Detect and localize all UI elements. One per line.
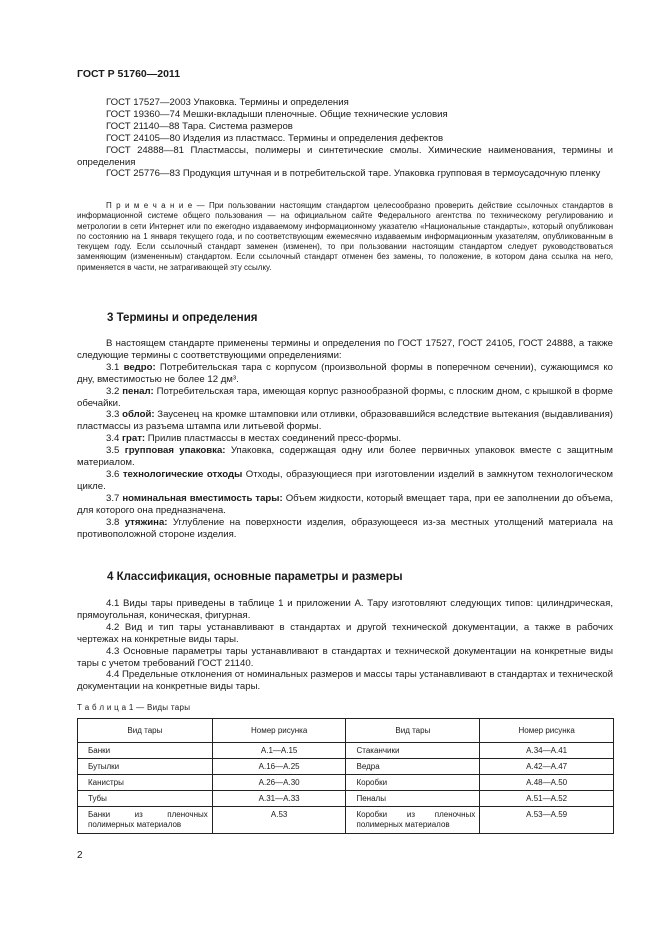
- table-row: [78, 759, 614, 775]
- section-4-paragraph: 4.4 Предельные отклонения от номинальных размеров и массы тары устанавливают в стандартах и технической документации на конкретные виды тары.: [77, 669, 613, 693]
- table-cell: Банки: [78, 743, 213, 759]
- reference-item: ГОСТ 17527—2003 Упаковка. Термины и определения: [106, 97, 349, 108]
- table-cell: А.34—А.41: [480, 743, 614, 759]
- table-cell: Тубы: [78, 791, 213, 807]
- term-definition: 3.5 групповая упаковка: Упаковка, содержащая одну или более первичных упаковок вместе с защитным материалом.: [77, 445, 613, 469]
- term-definition: 3.4 грат: Прилив пластмассы в местах соединений пресс-формы.: [106, 433, 402, 445]
- table-row: [78, 807, 614, 834]
- reference-item: ГОСТ 24105—80 Изделия из пластмасс. Термины и определения дефектов: [106, 132, 444, 144]
- table-cell: Ведра: [346, 759, 480, 775]
- table-cell: Коробки: [346, 775, 480, 791]
- table-cell: Пеналы: [346, 791, 480, 807]
- table-cell: А.53—А.59: [480, 807, 614, 834]
- term-name: технологические отходы: [122, 468, 243, 480]
- document-header: ГОСТ Р 51760—2011: [77, 68, 181, 80]
- reference-item: ГОСТ 24888—81 Пластмассы, полимеры и синтетические смолы. Химические наименования, термины и определения: [77, 144, 613, 168]
- term-name: грат:: [122, 433, 146, 445]
- section-4-paragraph: 4.2 Вид и тип тары устанавливают в стандартах и другой технической документации, а также в рабочих чертежах на конкретные виды тары.: [77, 621, 613, 645]
- term-name: ведро:: [123, 361, 156, 373]
- section-4-heading: 4 Классификация, основные параметры и размеры: [107, 571, 403, 583]
- table-cell: А.51—А.52: [480, 791, 614, 807]
- reference-item: ГОСТ 19360—74 Мешки-вкладыши пленочные. Общие технические условия: [106, 108, 448, 120]
- term-definition: 3.7 номинальная вместимость тары: Объем жидкости, который вмещает тара, при ее заполнении до объема, для которого она предназначена.: [77, 492, 613, 516]
- term-name: утяжина:: [124, 516, 168, 528]
- section-4-paragraph: 4.3 Основные параметры тары устанавливают в стандартах и технической документации на конкретные виды тары с учетом требований ГОСТ 21140.: [77, 645, 613, 669]
- term-definition: 3.2 пенал: Потребительская тара, имеющая корпус разнообразной формы, с плоским дном, с крышкой в форме обечайки.: [77, 385, 613, 409]
- table-header-cell: Номер рисунка: [480, 719, 614, 743]
- normative-references-list: [77, 97, 613, 180]
- table-row: [78, 743, 614, 759]
- term-definition: 3.3 облой: Заусенец на кромке штамповки или отливки, образовавшийся вследствие вытекания (выдавливания) пластмассы из разъема штампа или литьевой формы.: [77, 409, 613, 433]
- table-cell: А.16—А.25: [212, 759, 346, 775]
- table-cell: А.53: [212, 807, 346, 834]
- table-cell: А.1—А.15: [212, 743, 346, 759]
- table-cell: Коробки из пленочных полимерных материалов: [346, 807, 480, 834]
- container-types-table: [77, 718, 614, 834]
- references-note: [77, 201, 613, 273]
- table-cell: А.31—А.33: [212, 791, 346, 807]
- table-cell: Канистры: [78, 775, 213, 791]
- table-header-cell: Вид тары: [346, 719, 480, 743]
- table-cell: А.42—А.47: [480, 759, 614, 775]
- table-header-cell: Вид тары: [78, 719, 213, 743]
- term-name: номинальная вместимость тары:: [122, 492, 283, 504]
- table-cell: А.48—А.50: [480, 775, 614, 791]
- section-3-body: [77, 338, 613, 540]
- term-name: облой:: [122, 409, 155, 421]
- table-row: [78, 775, 614, 791]
- table-header-cell: Номер рисунка: [212, 719, 346, 743]
- table-row: [78, 791, 614, 807]
- table-cell: Стаканчики: [346, 743, 480, 759]
- note-text: П р и м е ч а н и е — При пользовании настоящим стандартом целесообразно проверить действие ссылочных стандартов в информационной системе общего пользования — на официальном сайте Федерального агентства по техническому регулированию и метрологии в сети Интернет или по ежегодно издаваемому информационному указателю «Национальные стандарты», который опубликован по состоянию на 1 января текущего года, и по соответствующим ежемесячно издаваемым информационным указателям, опубликованным в текущем году. Если ссылочный стандарт заменен (изменен), то при пользовании настоящим стандартом следует руководствоваться заменяющим (измененным) стандартом. Если ссылочный стандарт отменен без замены, то положение, в котором дана ссылка на него, применяется в части, не затрагивающей эту ссылку.: [77, 201, 613, 272]
- term-definition: 3.6 технологические отходы Отходы, образующиеся при изготовлении изделий в замкнутом технологическом цикле.: [77, 468, 613, 492]
- table-cell: А.26—А.30: [212, 775, 346, 791]
- table-cell: Банки из пленочных полимерных материалов: [78, 807, 213, 834]
- term-definition: 3.8 утяжина: Углубление на поверхности изделия, образующееся из-за местных утолщений материала на противоположной стороне изделия.: [77, 516, 613, 540]
- section-4-body: [77, 598, 613, 693]
- section-4-paragraph: 4.1 Виды тары приведены в таблице 1 и приложении А. Тару изготовляют следующих типов: цилиндрическая, прямоугольная, коническая, фигурная.: [77, 598, 613, 621]
- term-definition: 3.1 ведро: Потребительская тара с корпусом (произвольной формы в поперечном сечении), сужающимся ко дну, вместимостью не более 12 дм³.: [77, 361, 613, 385]
- reference-item: ГОСТ 25776—83 Продукция штучная и в потребительской таре. Упаковка групповая в термоусадочную пленку: [106, 168, 601, 180]
- table-caption: Т а б л и ц а 1 — Виды тары: [77, 703, 191, 712]
- term-name: групповая упаковка:: [124, 445, 226, 457]
- table-header-row: [78, 719, 614, 743]
- table-cell: Бутылки: [78, 759, 213, 775]
- section-3-heading: 3 Термины и определения: [107, 312, 258, 324]
- reference-item: ГОСТ 21140—88 Тара. Система размеров: [106, 120, 293, 132]
- page-number: 2: [77, 850, 83, 861]
- section-3-intro: В настоящем стандарте применены термины и определения по ГОСТ 17527, ГОСТ 24105, ГОСТ 24888, а также следующие термины с соответствующими определениями:: [77, 338, 613, 361]
- term-name: пенал:: [122, 385, 154, 397]
